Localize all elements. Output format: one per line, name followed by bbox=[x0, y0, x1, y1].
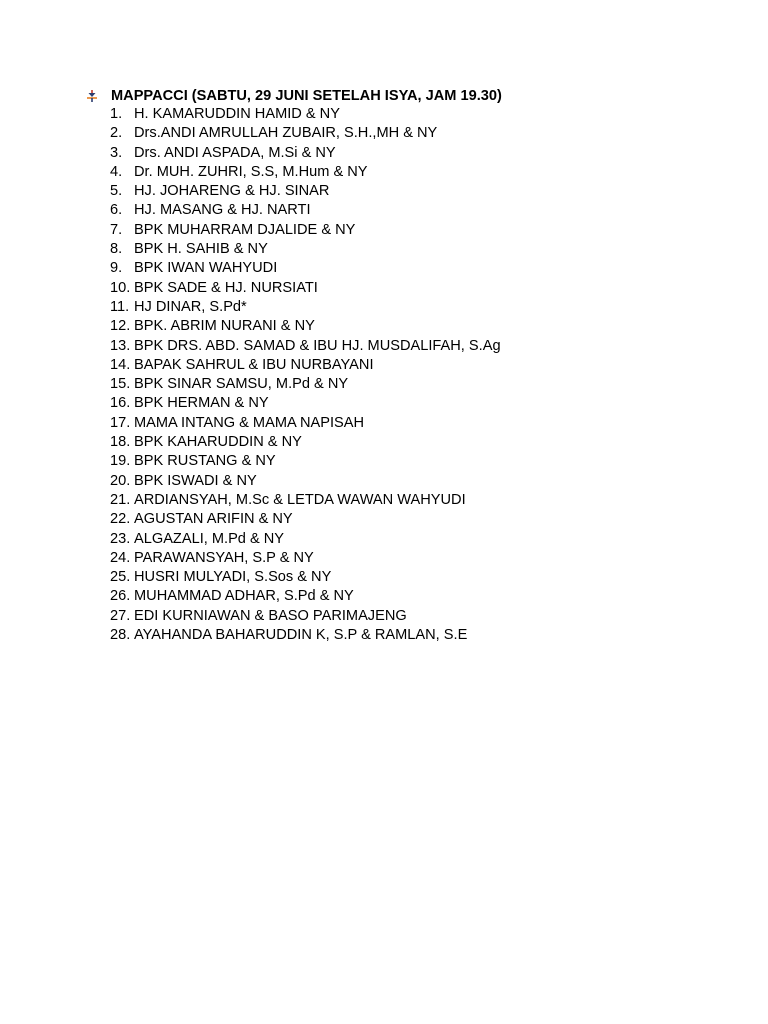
list-item bbox=[110, 510, 501, 529]
list-item-text: MUHAMMAD ADHAR, S.Pd & NY bbox=[134, 588, 354, 605]
list-item-text: BPK KAHARUDDIN & NY bbox=[134, 434, 302, 451]
list-item-text: H. KAMARUDDIN HAMID & NY bbox=[134, 106, 340, 122]
list-item-text: PARAWANSYAH, S.P & NY bbox=[134, 549, 314, 566]
list-item-text: BPK SADE & HJ. NURSIATI bbox=[134, 279, 318, 296]
list-item bbox=[110, 317, 501, 336]
list-item-number: 13. bbox=[110, 337, 131, 354]
list-item bbox=[110, 587, 501, 606]
list-item-text: BPK SINAR SAMSU, M.Pd & NY bbox=[134, 376, 349, 393]
list-item-number: 11. bbox=[110, 298, 130, 315]
list-item-text: BPK HERMAN & NY bbox=[134, 395, 269, 412]
list-item-text: HJ. JOHARENG & HJ. SINAR bbox=[134, 183, 330, 200]
list-item-text: EDI KURNIAWAN & BASO PARIMAJENG bbox=[134, 607, 407, 624]
list-item-number: 3. bbox=[110, 144, 123, 161]
list-item-number: 9. bbox=[110, 260, 123, 277]
list-item bbox=[110, 124, 501, 143]
list-item-number: 6. bbox=[110, 202, 123, 219]
section-heading-row bbox=[86, 86, 502, 106]
list-item-text: BPK ISWADI & NY bbox=[134, 472, 257, 489]
list-item-text: BPK RUSTANG & NY bbox=[134, 453, 276, 470]
list-item bbox=[110, 375, 501, 394]
list-item bbox=[110, 491, 501, 510]
guest-list bbox=[110, 105, 501, 645]
list-item-text: BPK DRS. ABD. SAMAD & IBU HJ. MUSDALIFAH, S.Ag bbox=[134, 337, 501, 354]
list-item-text: HUSRI MULYADI, S.Sos & NY bbox=[134, 569, 332, 586]
list-item bbox=[110, 163, 501, 182]
list-item-number: 24. bbox=[110, 549, 131, 566]
list-item-number: 21. bbox=[110, 491, 131, 508]
list-item-text: Drs. ANDI ASPADA, M.Si & NY bbox=[134, 144, 336, 161]
list-item-text: Dr. MUH. ZUHRI, S.S, M.Hum & NY bbox=[134, 163, 368, 180]
list-item-number: 1. bbox=[110, 106, 123, 122]
section-heading: MAPPACCI (SABTU, 29 JUNI SETELAH ISYA, JAM 19.30) bbox=[111, 88, 502, 104]
list-item-number: 25. bbox=[110, 569, 131, 586]
list-item-text: HJ DINAR, S.Pd* bbox=[134, 298, 247, 315]
list-item-number: 5. bbox=[110, 183, 123, 200]
list-item-text: BPK MUHARRAM DJALIDE & NY bbox=[134, 221, 356, 238]
list-item bbox=[110, 298, 501, 317]
list-item bbox=[110, 221, 501, 240]
list-item-number: 12. bbox=[110, 318, 131, 335]
list-item bbox=[110, 201, 501, 220]
list-item-text: BPK H. SAHIB & NY bbox=[134, 241, 268, 258]
list-item bbox=[110, 607, 501, 626]
list-item-number: 17. bbox=[110, 414, 131, 431]
list-item-text: BPK IWAN WAHYUDI bbox=[134, 260, 278, 277]
list-item-text: MAMA INTANG & MAMA NAPISAH bbox=[134, 414, 365, 431]
list-item-number: 2. bbox=[110, 125, 123, 142]
list-item-number: 19. bbox=[110, 453, 131, 470]
list-item-text: BPK. ABRIM NURANI & NY bbox=[134, 318, 315, 335]
list-item bbox=[110, 549, 501, 568]
list-item bbox=[110, 626, 501, 645]
list-item-text: Drs.ANDI AMRULLAH ZUBAIR, S.H.,MH & NY bbox=[134, 125, 438, 142]
list-item bbox=[110, 433, 501, 452]
list-item-text: ARDIANSYAH, M.Sc & LETDA WAWAN WAHYUDI bbox=[134, 491, 466, 508]
list-item-number: 23. bbox=[110, 530, 131, 547]
list-item bbox=[110, 414, 501, 433]
list-item bbox=[110, 356, 501, 375]
list-item bbox=[110, 394, 501, 413]
list-item-number: 28. bbox=[110, 627, 131, 644]
list-item-number: 27. bbox=[110, 607, 131, 624]
list-item bbox=[110, 568, 501, 587]
list-item bbox=[110, 259, 501, 278]
list-item-number: 10. bbox=[110, 279, 131, 296]
list-item-number: 8. bbox=[110, 241, 123, 258]
list-item bbox=[110, 530, 501, 549]
list-item-number: 26. bbox=[110, 588, 131, 605]
list-item bbox=[110, 452, 501, 471]
list-item-text: ALGAZALI, M.Pd & NY bbox=[134, 530, 285, 547]
list-item-number: 14. bbox=[110, 356, 131, 373]
list-item-number: 18. bbox=[110, 434, 131, 451]
list-item bbox=[110, 337, 501, 356]
list-item-number: 20. bbox=[110, 472, 131, 489]
list-item-text: AYAHANDA BAHARUDDIN K, S.P & RAMLAN, S.E bbox=[134, 627, 468, 644]
arrow-bullet-icon bbox=[86, 89, 98, 103]
list-item bbox=[110, 240, 501, 259]
list-item bbox=[110, 182, 501, 201]
list-item-number: 4. bbox=[110, 163, 123, 180]
list-item-number: 7. bbox=[110, 221, 123, 238]
list-item-number: 22. bbox=[110, 511, 131, 528]
list-item-number: 16. bbox=[110, 395, 131, 412]
list-item bbox=[110, 472, 501, 491]
list-item bbox=[110, 144, 501, 163]
list-item-number: 15. bbox=[110, 376, 131, 393]
list-item bbox=[110, 279, 501, 298]
list-item-text: HJ. MASANG & HJ. NARTI bbox=[134, 202, 311, 219]
list-item-text: AGUSTAN ARIFIN & NY bbox=[134, 511, 293, 528]
list-item-text: BAPAK SAHRUL & IBU NURBAYANI bbox=[134, 356, 374, 373]
list-item bbox=[110, 105, 501, 124]
